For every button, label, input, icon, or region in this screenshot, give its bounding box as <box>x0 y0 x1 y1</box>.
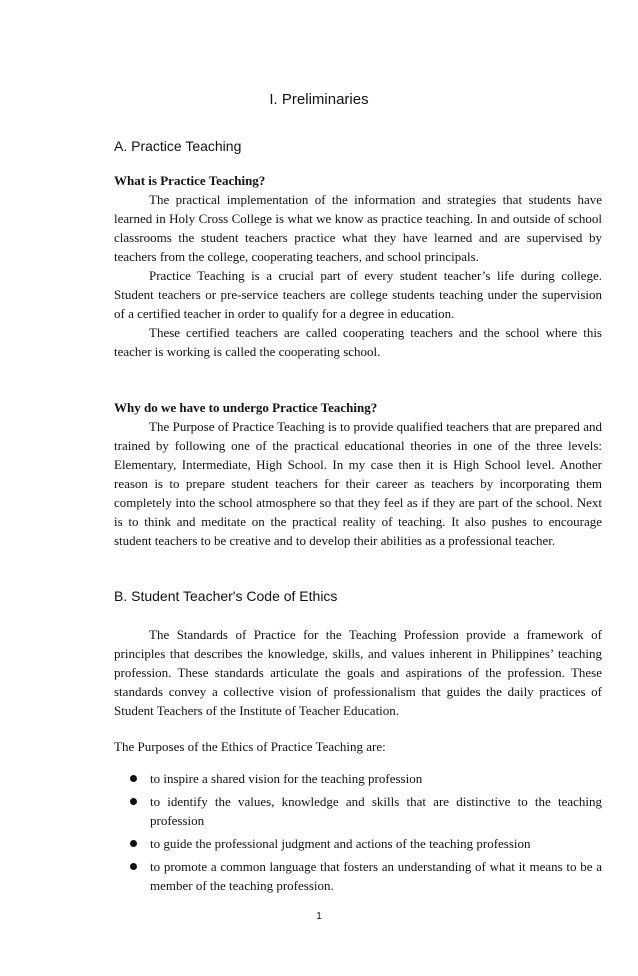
list-item <box>114 857 602 895</box>
page-number: 1 <box>316 911 322 922</box>
purposes-list <box>114 769 602 899</box>
bullet-icon <box>130 798 137 805</box>
list-item <box>114 769 602 788</box>
paragraph: The Standards of Practice for the Teaching Profession provide a framework of principles that describes the knowledge, skills, and values inherent in Philippines’ teaching profession. These standards articulate the goals and aspirations of the profession. These standards convey a collective vision of professionalism that guides the daily practices of Student Teachers of the Institute of Teacher Education. <box>114 627 602 718</box>
section-a-q2-block <box>114 398 602 550</box>
bullet-icon <box>130 775 137 782</box>
section-b-heading: B. Student Teacher's Code of Ethics <box>114 588 338 604</box>
page-title: I. Preliminaries <box>269 91 369 108</box>
list-item <box>114 834 602 853</box>
question-why-undergo-practice-teaching: Why do we have to undergo Practice Teaching? <box>114 400 378 415</box>
paragraph: The practical implementation of the information and strategies that students have learned in Holy Cross College is what we know as practice teaching. In and outside of school classrooms the student teachers practice what they have learned and are supervised by teachers from the college, cooperating teachers, and school principals. <box>114 192 602 264</box>
section-a-q1-block <box>114 171 602 361</box>
bullet-icon <box>130 863 137 870</box>
section-b-block <box>114 625 602 720</box>
bullet-icon <box>130 840 137 847</box>
purposes-intro-text: The Purposes of the Ethics of Practice Teaching are: <box>114 739 386 754</box>
list-item-text: to inspire a shared vision for the teaching profession <box>150 771 423 786</box>
list-item <box>114 792 602 830</box>
question-what-is-practice-teaching: What is Practice Teaching? <box>114 173 266 188</box>
section-a-heading: A. Practice Teaching <box>114 138 242 154</box>
list-item-text: to identify the values, knowledge and skills that are distinctive to the teaching profession <box>150 794 602 828</box>
list-item-text: to promote a common language that fosters an understanding of what it means to be a member of the teaching profession. <box>150 859 602 893</box>
list-item-text: to guide the professional judgment and actions of the teaching profession <box>150 836 531 851</box>
paragraph: The Purpose of Practice Teaching is to provide qualified teachers that are prepared and trained by following one of the practical educational theories in one of the three levels: Elementary, Intermediate, High School. In my case then it is High School level. Another reason is to prepare student teachers for their career as teachers by incorporating them completely into the school atmosphere so that they feel as if they are part of the school. Next is to think and meditate on the practical reality of teaching. It also pushes to encourage student teachers to be creative and to develop their abilities as a professional teacher. <box>114 419 602 548</box>
paragraph: These certified teachers are called cooperating teachers and the school where this teacher is working is called the cooperating school. <box>114 325 602 359</box>
purposes-intro <box>114 737 602 756</box>
paragraph: Practice Teaching is a crucial part of every student teacher’s life during college. Student teachers or pre-service teachers are college students teaching under the supervision of a certified teacher in order to qualify for a degree in education. <box>114 268 602 321</box>
